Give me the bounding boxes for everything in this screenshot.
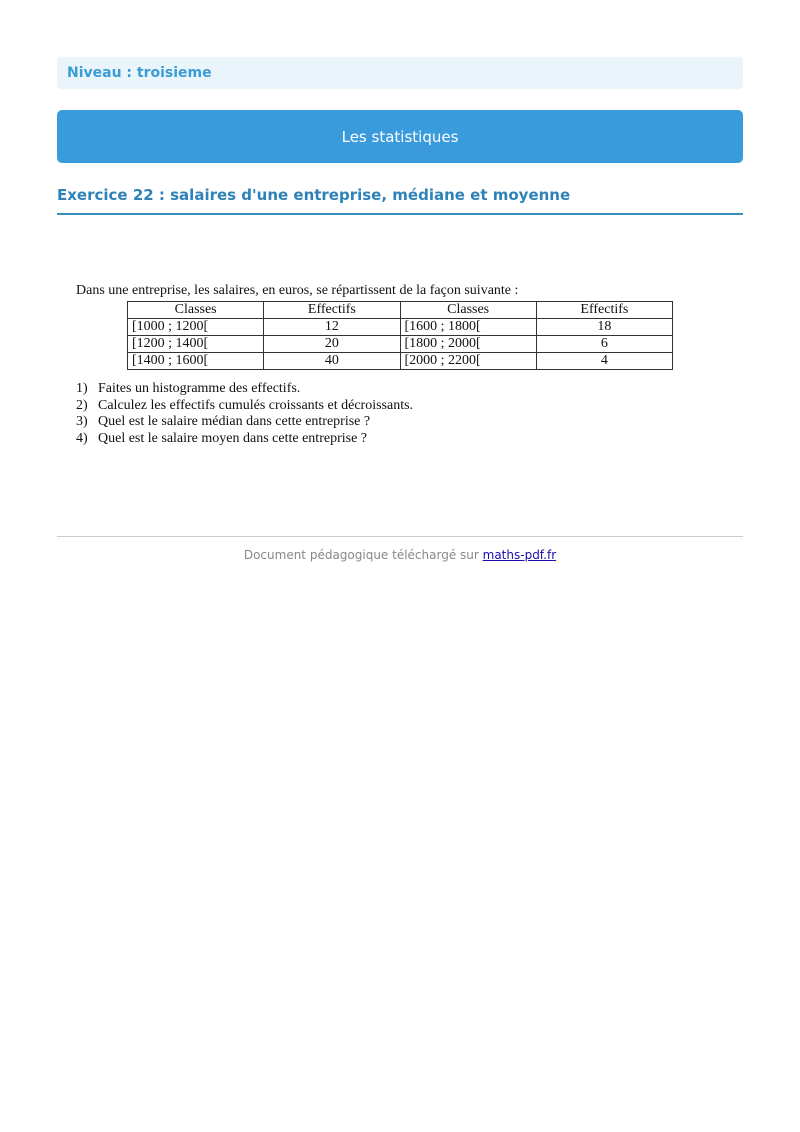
table-cell-class: [1200 ; 1400[ [128,336,264,353]
salary-table [127,301,673,370]
table-cell-class: [1400 ; 1600[ [128,353,264,370]
list-item [76,414,413,431]
table-row [128,353,673,370]
header-effectifs: Effectifs [264,302,400,319]
question-number: 3) [76,414,88,429]
footer-link[interactable]: maths-pdf.fr [482,548,557,562]
table-cell-class: [1600 ; 1800[ [400,319,536,336]
question-text: Calculez les effectifs cumulés croissants et décroissants. [98,397,414,413]
footer-divider [57,536,743,537]
list-item [76,381,413,398]
exercise-content [76,282,716,446]
topic-banner: Les statistiques [57,110,743,163]
table-cell-count: 20 [264,336,400,353]
exercise-title: Exercice 22 : salaires d'une entreprise, médiane et moyenne [57,185,743,215]
list-item [76,398,413,415]
table-cell-class: [2000 ; 2200[ [400,353,536,370]
question-number: 2) [76,397,88,413]
header-effectifs: Effectifs [536,302,672,319]
header-classes: Classes [128,302,264,319]
question-text: Faites un histogramme des effectifs. [98,381,301,396]
question-text: Quel est le salaire médian dans cette entreprise ? [98,414,371,429]
table-cell-count: 18 [536,319,672,336]
footer-text: Document pédagogique téléchargé sur [243,548,483,562]
question-number: 1) [76,381,88,396]
header-classes: Classes [400,302,536,319]
question-number: 4) [76,430,88,446]
table-row [128,319,673,336]
table-cell-class: [1800 ; 2000[ [400,336,536,353]
intro-text: Dans une entreprise, les salaires, en euros, se répartissent de la façon suivante : [76,283,519,298]
question-text: Quel est le salaire moyen dans cette entreprise ? [98,430,367,446]
table-cell-count: 4 [536,353,672,370]
table-cell-count: 6 [536,336,672,353]
table-cell-class: [1000 ; 1200[ [128,319,264,336]
table-header-row [128,302,673,319]
footer [57,548,743,562]
question-list [76,381,413,447]
level-label: Niveau : troisieme [57,57,743,89]
list-item [76,431,413,448]
table-row [128,336,673,353]
table-cell-count: 12 [264,319,400,336]
table-cell-count: 40 [264,353,400,370]
